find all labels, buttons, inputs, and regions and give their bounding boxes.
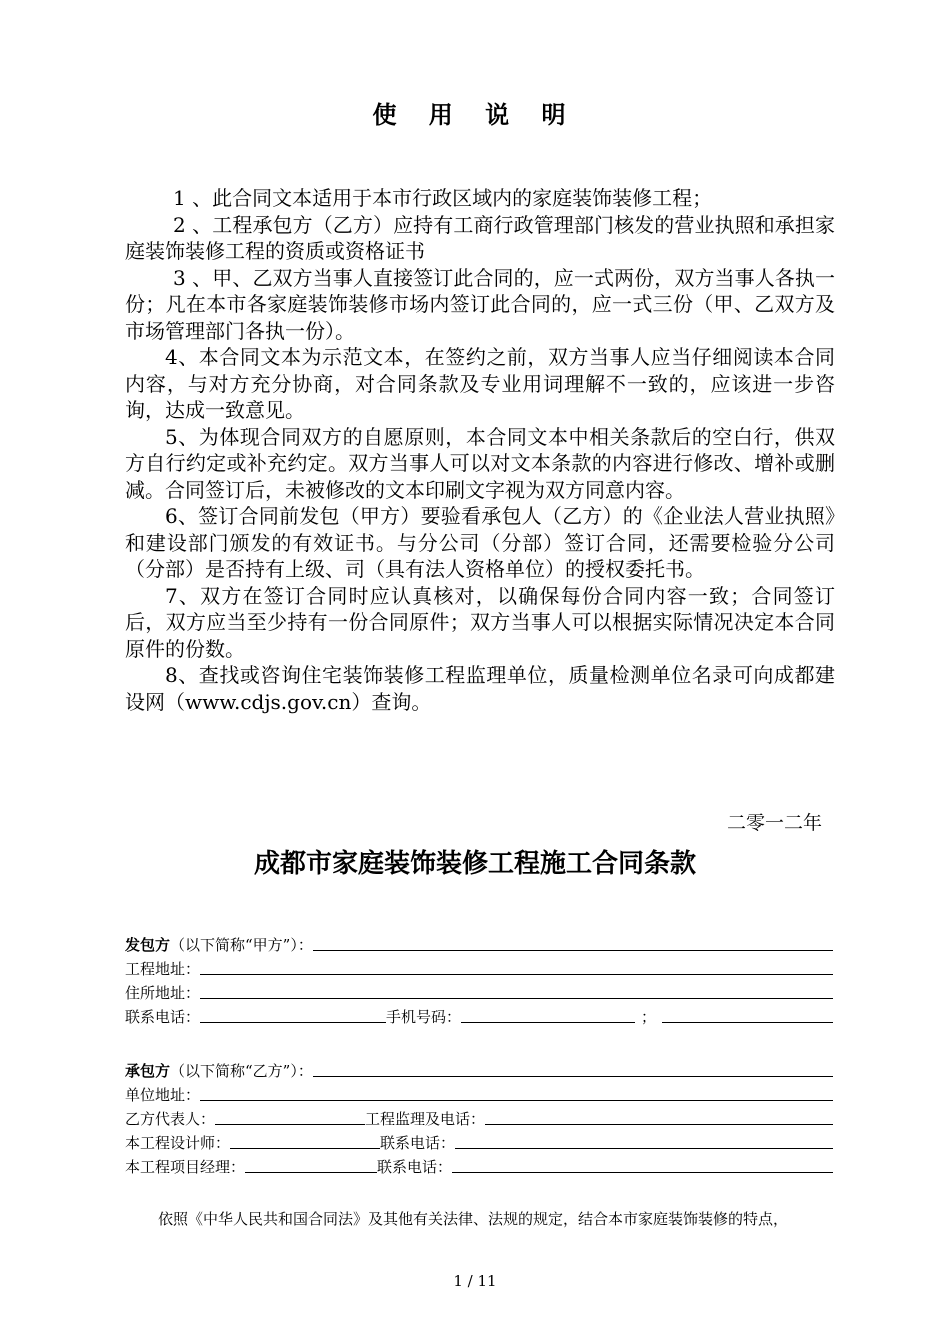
supervisor-field[interactable] [485,1110,833,1125]
party-a-mobile-separator: ； [641,1008,657,1026]
contract-title: 成都市家庭装饰装修工程施工合同条款 [253,849,696,879]
party-a-label [125,934,313,955]
instruction-item-8: 8、查找或咨询住宅装饰装修工程监理单位，质量检测单位名录可向成都建设网（www.cdjs.gov.cn）查询。 [125,663,835,714]
party-b-label-bold: 承包方 [125,1062,171,1080]
representative-field[interactable] [215,1110,365,1125]
page-title: 使 用 说 明 [372,100,578,129]
legal-basis-text: 依照《中华人民共和国合同法》及其他有关法律、法规的规定，结合本市家庭装饰装修的特点， [158,1210,789,1228]
party-b-unit-address-row [125,1081,833,1105]
instruction-item-3: 3 、甲、乙双方当事人直接签订此合同的，应一式两份，双方当事人各执一份；凡在本市各家庭装饰装修市场内签订此合同的，应一式三份（甲、乙双方及市场管理部门各执一份）。 [125,265,835,343]
party-a-project-address-row [125,955,833,979]
instruction-item-2: 2 、工程承包方（乙方）应持有工商行政管理部门核发的营业执照和承担家庭装饰装修工程的资质或资格证书 [125,212,835,263]
manager-phone-label: 联系电话： [377,1158,453,1176]
instruction-item-4: 4、本合同文本为示范文本，在签约之前，双方当事人应当仔细阅读本合同内容，与对方充分协商，对合同条款及专业用词理解不一致的，应该进一步咨询，达成一致意见。 [125,345,835,422]
party-b-label [125,1060,313,1081]
manager-label: 本工程项目经理： [125,1158,246,1176]
project-address-field[interactable] [200,960,833,975]
instruction-item-6: 6、签订合同前发包（甲方）要验看承包人（乙方）的《企业法人营业执照》和建设部门颁发的有效证书。与分公司（分部）签订合同，还需要检验分公司（分部）是否持有上级、司（具有法人资格单位）的授权委托书。 [125,504,835,581]
designer-phone-field[interactable] [455,1134,833,1149]
unit-address-label: 单位地址： [125,1086,201,1104]
party-a-mobile-field[interactable] [461,1008,635,1023]
designer-label: 本工程设计师： [125,1134,231,1152]
party-a-residence-row [125,979,833,1003]
instruction-item-1: 1 、此合同文本适用于本市行政区域内的家庭装饰装修工程； [173,186,713,210]
project-address-label: 工程地址： [125,960,201,978]
instruction-item-7: 7、双方在签订合同时应认真核对，以确保每份合同内容一致；合同签订后，双方应当至少持有一份合同原件；双方当事人可以根据实际情况决定本合同原件的份数。 [125,583,835,661]
party-b-designer-row [125,1129,833,1153]
document-date: 二零一二年 [726,812,822,834]
manager-field[interactable] [245,1158,377,1173]
party-b-manager-row [125,1153,833,1177]
party-b-section [125,1057,833,1177]
page-number: 1 / 11 [453,1272,497,1290]
instructions-list [125,185,835,715]
party-b-label-rest: （以下简称“乙方”）： [170,1062,313,1080]
party-a-mobile-field-2[interactable] [662,1008,833,1023]
residence-address-label: 住所地址： [125,984,201,1002]
party-a-name-field[interactable] [313,936,833,951]
party-a-label-rest: （以下简称“甲方”）： [170,936,313,954]
party-a-name-row [125,931,833,955]
designer-field[interactable] [230,1134,380,1149]
supervisor-label: 工程监理及电话： [365,1110,486,1128]
party-a-mobile-label: 手机号码： [386,1008,462,1026]
instruction-item-5: 5、为体现合同双方的自愿原则，本合同文本中相关条款后的空白行，供双方自行约定或补充约定。双方当事人可以对文本条款的内容进行修改、增补或删减。合同签订后，未被修改的文本印刷文字视为双方同意内容。 [125,424,835,502]
party-b-name-field[interactable] [313,1062,833,1077]
party-a-section [125,931,833,1027]
party-a-phone-field[interactable] [200,1008,386,1023]
residence-address-field[interactable] [200,984,833,999]
party-a-phone-label: 联系电话： [125,1008,201,1026]
unit-address-field[interactable] [200,1086,833,1101]
manager-phone-field[interactable] [452,1158,833,1173]
party-b-representative-row [125,1105,833,1129]
representative-label: 乙方代表人： [125,1110,216,1128]
party-a-contact-row [125,1003,833,1027]
designer-phone-label: 联系电话： [380,1134,456,1152]
party-b-name-row [125,1057,833,1081]
party-a-label-bold: 发包方 [125,936,171,954]
